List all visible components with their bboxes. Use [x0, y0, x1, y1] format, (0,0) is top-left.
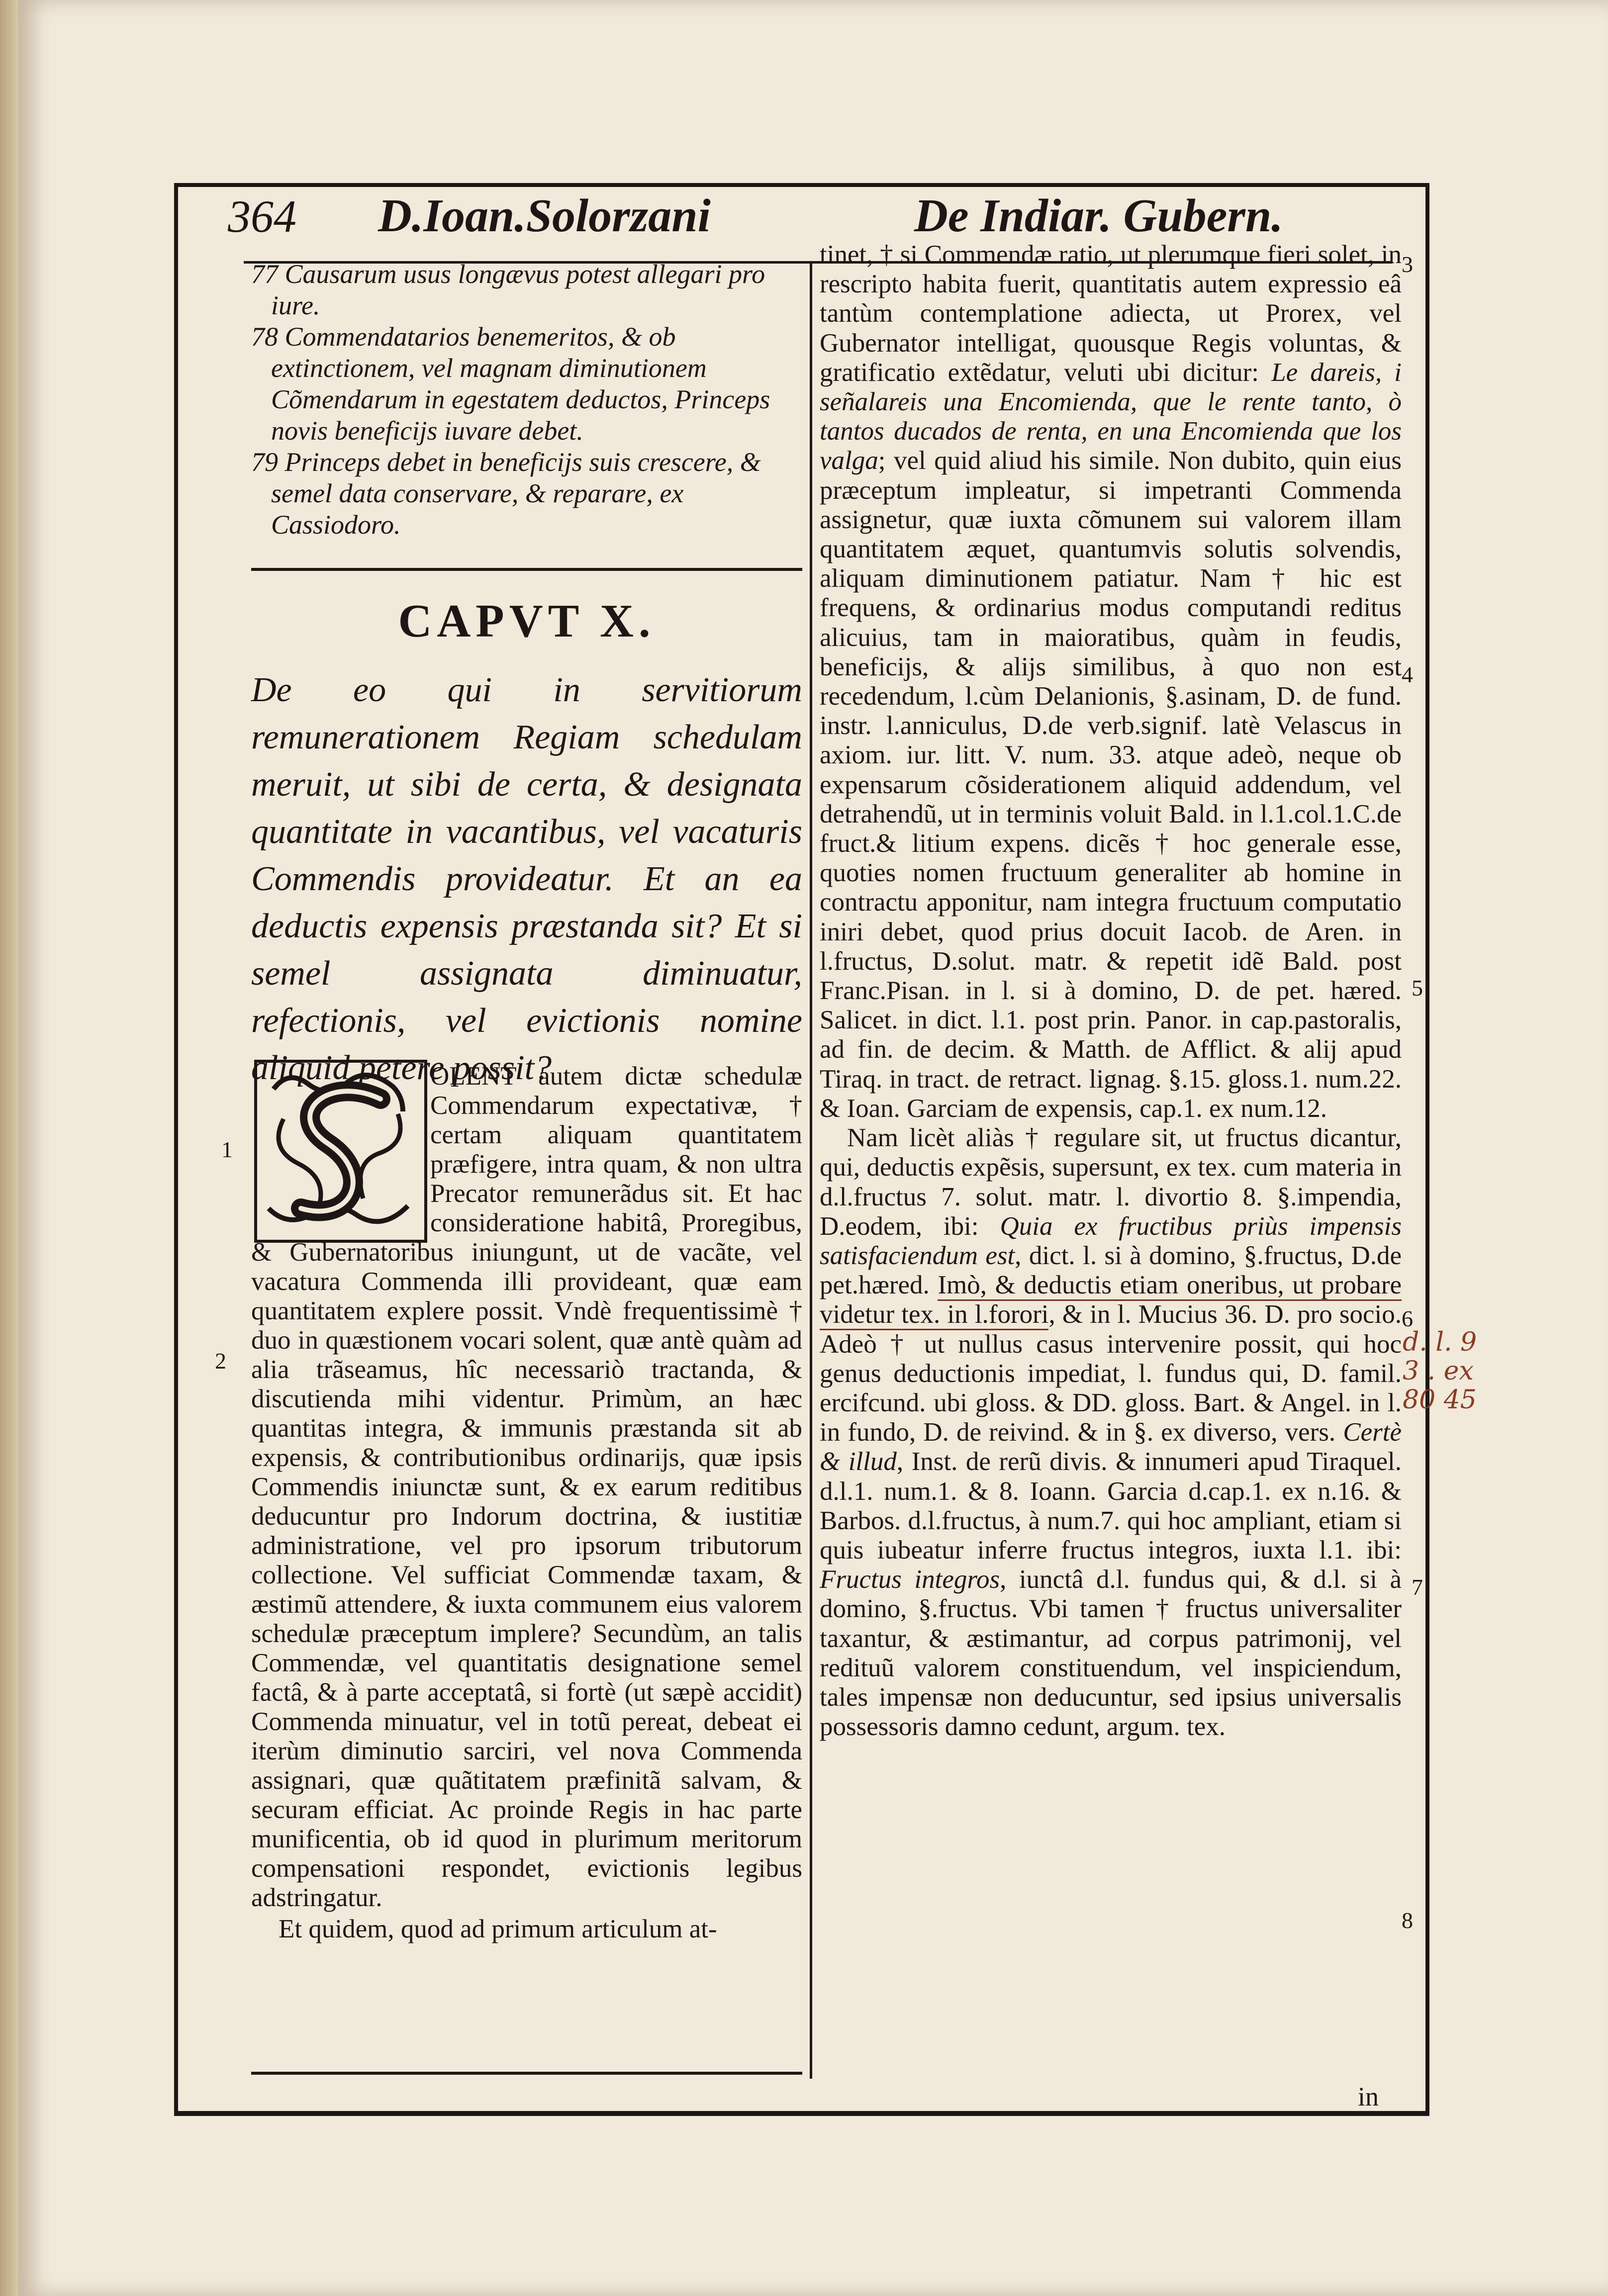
right-column-text	[820, 240, 1402, 1742]
page-number: 364	[228, 191, 296, 242]
handwritten-margin-note: d. l. 9 3 . ex 80 45	[1403, 1327, 1477, 1415]
left-column-bottom-rule	[251, 2072, 802, 2075]
margin-number: 6	[1402, 1306, 1413, 1331]
margin-number: 3	[1402, 252, 1413, 277]
frame-top-rule	[174, 183, 1429, 187]
margin-number: 2	[215, 1348, 226, 1374]
summary-item: 79 Princeps debet in beneficijs suis crescere, & semel data conservare, & reparare, ex Cassiodoro.	[251, 447, 761, 540]
summary-item: 77 Causarum usus longævus potest allegari pro iure.	[251, 259, 765, 320]
spanish-quote: Le dareis, i señalareis una Encomienda, que le rente tanto, ò tantos ducados de renta, en una Encomienda que los valga	[820, 358, 1402, 475]
underlined-passage: Imò, & deductis etiam oneribus, ut probare videtur tex. in l.forori	[820, 1271, 1402, 1330]
summary-separator	[251, 568, 802, 571]
margin-number: 4	[1402, 662, 1413, 687]
frame-right-rule	[1425, 183, 1429, 2115]
paragraph: Nam licèt aliàs † regulare sit, ut fructus dicantur, qui, deductis expẽsis, supersunt, ex tex. cum materia in d.l.fructus 7. solut. matr. l. divortio 8. §.impendia, D.eodem, ibi: Quia ex fructibus priùs impensis satisfaciendum est, dict. l. si à domino, §.fructus, D.de pet.hæred. Imò, & deductis etiam oneribus, ut probare videtur tex. in l.forori, & in l. Mucius 36. D. pro socio. Adeò † ut nullus casus intervenire possit, qui hoc genus deductionis impediat, l. fundus qui, D. famil. ercifcund. ubi gloss. & DD. gloss. Bart. & Angel. in l. in fundo, D. de reivind. & in §. ex diverso, vers. Certè & illud, Inst. de rerũ divis. & innumeri apud Tiraquel. d.l.1. num.1. & 8. Ioann. Garcia d.cap.1. ex n.16. & Barbos. d.l.fructus, à num.7. qui hoc ampliant, etiam si quis iubeatur inferre fructus integros, iuxta l.1. ibi: Fructus integros, iunctâ d.l. fundus qui, & d.l. si à domino, §.fructus. Vbi tamen † fructus universaliter taxantur, & æstimantur, ad corpus patrimonij, vel redituũ valorem constituendum, vel inspiciendum, tales impensæ non deducuntur, sed ipsius universalis possessoris damno cedunt, argum. tex.	[820, 1123, 1402, 1742]
chapter-subtitle: De eo qui in servitiorum remunerationem Regiam schedulam meruit, ut sibi de certa, & designata quantitate in vacantibus, vel vacaturis Commendis provideatur. Et an ea deductis expensis præstanda sit? Et si semel assignata diminuatur, refectionis, vel evictionis nomine aliquid petere possit?	[251, 671, 802, 1087]
catchword: in	[1358, 2082, 1379, 2112]
margin-number: 8	[1402, 1908, 1413, 1933]
chapter-title: CAPVT X.	[398, 595, 656, 647]
margin-number: 1	[221, 1137, 233, 1162]
margin-number: 7	[1412, 1574, 1423, 1600]
margin-number: 5	[1412, 975, 1423, 1001]
chapter-summary	[251, 259, 802, 541]
frame-left-rule	[174, 183, 178, 2115]
summary-item: 78 Commendatarios benemeritos, & ob extinctionem, vel magnam diminutionem Cõmendarum in egestatem deductos, Princeps novis beneficijs iuvare debet.	[251, 322, 770, 446]
running-head-author: D.Ioan.Solorzani	[378, 190, 711, 242]
latin-quote: Quia ex fructibus priùs impensis satisfaciendum est	[820, 1211, 1402, 1270]
book-gutter	[0, 0, 18, 2296]
paragraph: tinet, † si Commendæ ratio, ut plerumque fieri solet, in rescripto habita fuerit, quantitatis autem expressio eâ tantùm contemplatione adiecta, ut Prorex, vel Gubernator intelligat, quousque Regis voluntas, & gratificatio extẽdatur, veluti ubi dicitur: Le dareis, i señalareis una Encomienda, que le rente tanto, ò tantos ducados de renta, en una Encomienda que los valga; vel quid aliud his simile. Non dubito, quin eius præceptum impleatur, si impetranti Commenda assignetur, quæ iuxta cõmunem sui valorem illam quantitatem æquet, quantumvis solutis solvendis, aliquam diminutionem patiatur. Nam † hic est frequens, & ordinarius modus computandi reditus alicuius, tam in maioratibus, quàm in feudis, beneficijs, & alijs similibus, à quo non est recedendum, l.cùm Delanionis, §.asinam, D. de fund. instr. l.anniculus, D.de verb.signif. latè Velascus in axiom. iur. litt. V. num. 33. atque adeò, neque ob expensarum cõsiderationem aliquid addendum, vel detrahendũ, ut in terminis voluit Bald. in l.1.col.1.C.de fruct.& litium expens. dicẽs † hoc generale esse, quoties nomen fructuum generaliter ab homine in contractu apponitur, nam integra fructuum computatio iniri debet, quod prius docuit Iacob. de Aren. in l.fructus, D.solut. matr. & repetit idẽ Bald. post Franc.Pisan. in l. si à domino, D. de pet. hæred. Salicet. in dict. l.1. post prin. Panor. in cap.pastoralis, ad fin. de decim. & Matth. de Afflict. & alij apud Tiraq. in tract. de retract. lignag. §.15. gloss.1. num.22. & Ioan. Garciam de expensis, cap.1. ex num.12.	[820, 240, 1402, 1123]
left-column-text	[251, 1062, 802, 1944]
running-head-title: De Indiar. Gubern.	[914, 190, 1283, 242]
frame-bottom-rule	[174, 2111, 1429, 2116]
column-divider	[810, 264, 812, 2079]
paragraph: Et quidem, quod ad primum articulum at-	[279, 1915, 717, 1943]
paragraph: OLENT autem dictæ schedulæ Commendarum expectativæ, † certam aliquam quantitatem præfigere, intra quam, & non ultra Precator remunerãdus sit. Et hac consideratione habitâ, Proregibus, & Gubernatoribus iniungunt, ut de vacãte, vel vacatura Commenda illi provideant, quæ eam quantitatem explere possit. Vndè frequentissimè † duo in quæstionem vocari solent, quæ antè quàm ad alia trãseamus, hîc necessariò tractanda, & discutienda mihi videntur. Primùm, an hæc quantitas integra, & immunis præstanda sit ab expensis, & contributionibus ordinarijs, quæ ipsis Commendis iniunctæ sunt, & ex earum reditibus deducuntur pro Indorum doctrina, & iustitiæ administratione, vel pro ipsorum tributorum collectione. Vel sufficiat Commendæ taxam, & æstimũ attendere, & iuxta communem eius valorem schedulæ præceptum implere? Secundùm, an talis Commendæ, vel quantitatis designatione semel factâ, & à parte acceptatâ, si fortè (ut sæpè accidit) Commenda minuatur, vel in totũ pereat, debeat ei iterùm diminutio sarciri, vel nova Commenda assignari, quæ quãtitatem præfinitã salvam, & securam efficiat. Ac proinde Regis in hac parte munificentia, ob id quod in plurimum meritorum compensationi respondet, evictionis legibus adstringatur.	[251, 1062, 802, 1912]
